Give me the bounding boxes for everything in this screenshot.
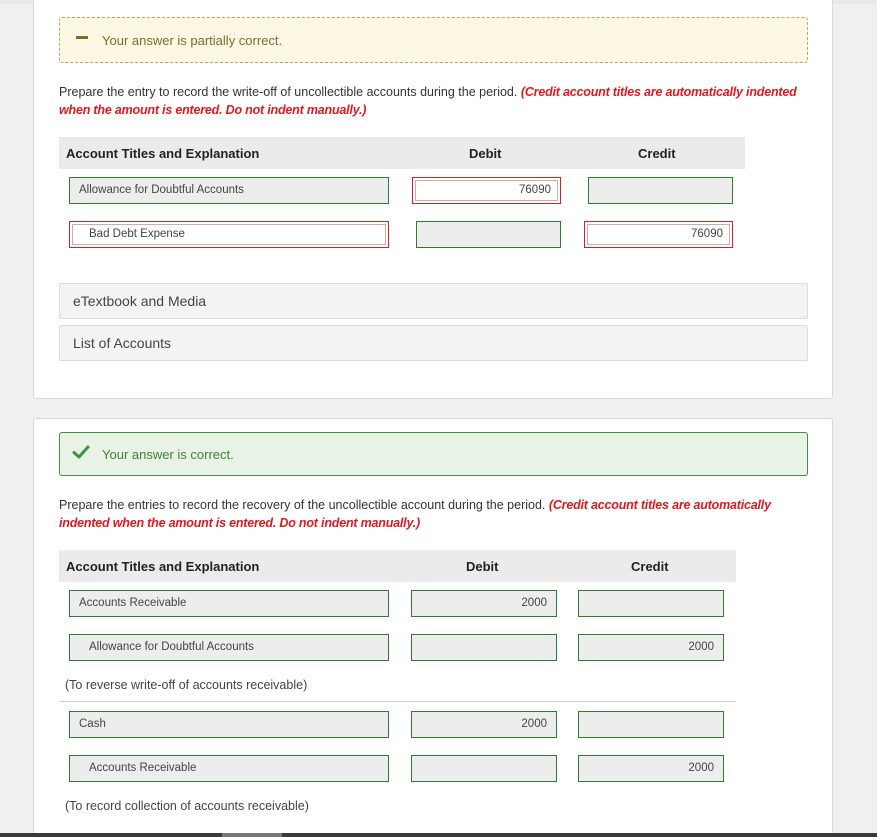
credit-input[interactable]: 2000	[578, 755, 724, 782]
credit-input[interactable]: 2000	[578, 634, 724, 661]
banner-text: Your answer is partially correct.	[102, 32, 283, 48]
header-credit: Credit	[631, 559, 669, 574]
entry-explanation: (To reverse write-off of accounts receivable)	[65, 678, 308, 692]
prompt-text: Prepare the entry to record the write-off of uncollectible accounts during the period.	[59, 85, 518, 99]
header-account: Account Titles and Explanation	[66, 146, 260, 161]
header-debit: Debit	[466, 559, 499, 574]
entry-divider	[59, 701, 736, 702]
debit-input[interactable]	[411, 755, 557, 782]
account-input[interactable]: Allowance for Doubtful Accounts	[69, 177, 389, 204]
account-input[interactable]: Bad Debt Expense	[69, 221, 389, 248]
entry-explanation: (To record collection of accounts receivable)	[65, 799, 309, 813]
header-debit: Debit	[469, 146, 502, 161]
debit-input[interactable]: 2000	[411, 590, 557, 617]
debit-input[interactable]: 2000	[411, 711, 557, 738]
question-part-writeoff	[33, 0, 833, 399]
prompt-text: Prepare the entries to record the recovery of the uncollectible account during the period.	[59, 498, 546, 512]
journal-table-header	[59, 137, 745, 169]
question-prompt	[59, 83, 799, 119]
banner-text: Your answer is correct.	[102, 446, 234, 462]
credit-input[interactable]	[588, 177, 733, 204]
question-prompt	[59, 496, 799, 532]
dash-icon	[76, 36, 88, 39]
prompt-note: (Credit account titles are automatically indented when the amount is entered. Do not indent manually.)	[59, 85, 797, 117]
check-icon	[72, 443, 90, 461]
account-input[interactable]: Allowance for Doubtful Accounts	[69, 634, 389, 661]
scrollbar-thumb[interactable]	[222, 833, 282, 837]
partial-correct-banner	[59, 17, 808, 63]
header-account: Account Titles and Explanation	[66, 559, 260, 574]
account-input[interactable]: Cash	[69, 711, 389, 738]
debit-input[interactable]: 76090	[412, 177, 561, 204]
credit-input[interactable]	[578, 711, 724, 738]
header-credit: Credit	[638, 146, 676, 161]
credit-input[interactable]: 76090	[584, 221, 733, 248]
debit-input[interactable]	[411, 634, 557, 661]
credit-input[interactable]	[578, 590, 724, 617]
prompt-note: (Credit account titles are automatically indented when the amount is entered. Do not indent manually.)	[59, 498, 771, 530]
debit-input[interactable]	[416, 221, 561, 248]
account-input[interactable]: Accounts Receivable	[69, 755, 389, 782]
question-part-recovery	[33, 418, 833, 837]
list-of-accounts-toggle[interactable]: List of Accounts	[59, 325, 808, 361]
correct-banner	[59, 432, 808, 476]
account-input[interactable]: Accounts Receivable	[69, 590, 389, 617]
horizontal-scrollbar[interactable]	[0, 833, 877, 837]
journal-table-header	[59, 550, 736, 582]
etextbook-media-toggle[interactable]: eTextbook and Media	[59, 283, 808, 319]
